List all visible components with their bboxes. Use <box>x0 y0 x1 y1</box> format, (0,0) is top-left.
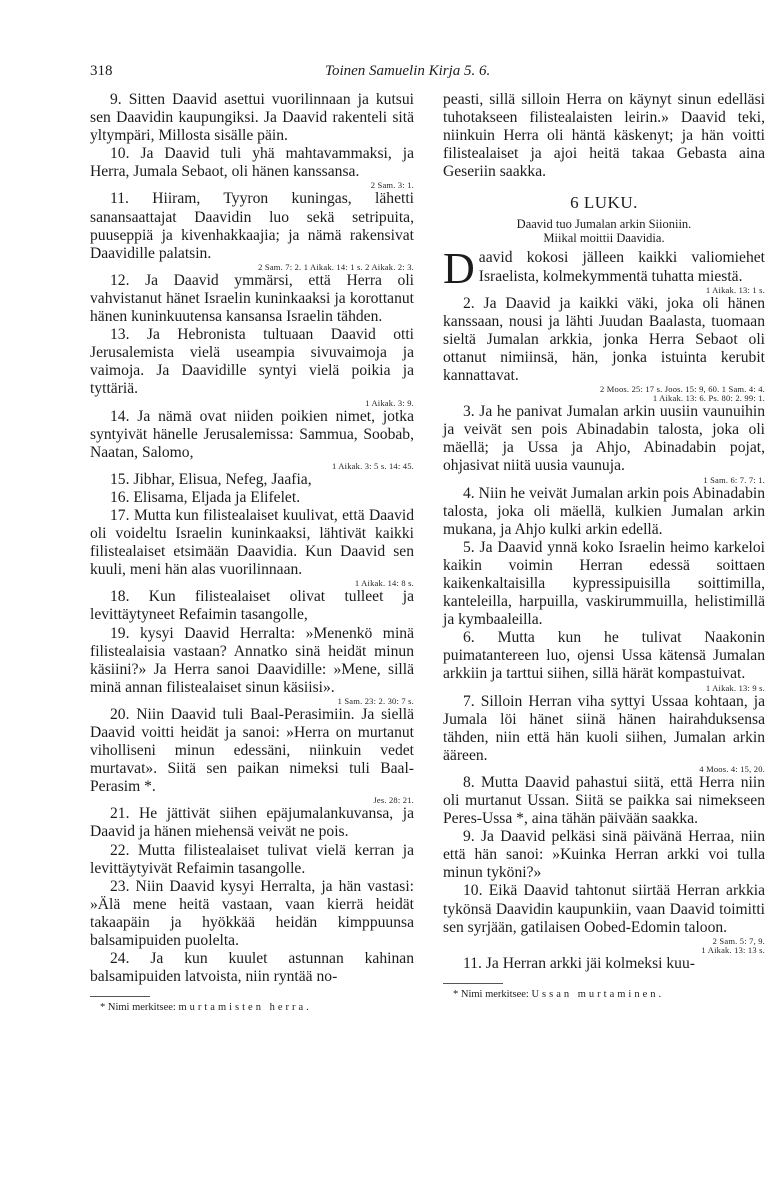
verse-6-8: 8. Mutta Daavid pahastui siitä, että Herra niin oli murtanut Ussan. Siitä se paikka sai nimekseen Peres-Ussa *, aina tähän päivään saakka. <box>443 773 765 828</box>
cross-reference: 2 Sam. 5: 7, 9. <box>712 935 765 946</box>
verse-5-20: 20. Niin Daavid tuli Baal-Perasimiin. Ja siellä Daavid voitti heidät ja sanoi: »Herra on murtanut viholliseni minun edessäni, niinkuin vedet murtavat». Siitä sen paikan nimeksi tuli Baal-Perasim *. <box>90 705 414 796</box>
verse-5-21: 21. He jättivät siihen epäjumalankuvansa, ja Daavid ja hänen miehensä veivät ne pois. <box>90 805 414 841</box>
cross-reference: 1 Aikak. 13: 13 s. <box>701 944 765 955</box>
cross-reference: 1 Aikak. 13: 6. Ps. 80: 2. 99: 1. <box>652 393 765 404</box>
verse-6-11: 11. Ja Herran arkki jäi kolmeksi kuu- <box>463 954 695 972</box>
footnote-term: murtamisten herra. <box>178 1002 312 1014</box>
verse-5-24: 24. Ja kun kuulet astunnan kahinan balsamipuiden latvoista, niin ryntää no- <box>90 950 414 986</box>
cross-reference: 1 Aikak. 3: 5 s. 14: 45. <box>331 460 414 471</box>
verse-5-10: 10. Ja Daavid tuli yhä mahtavammaksi, ja Herra, Jumala Sebaot, oli hänen kanssansa. <box>90 145 414 181</box>
footnote-divider <box>90 996 150 997</box>
footnote-label: * Nimi merkitsee: <box>100 1002 176 1014</box>
cross-reference: Jes. 28: 21. <box>373 795 414 806</box>
cross-reference: 1 Sam. 23: 2. 30: 7 s. <box>337 695 414 706</box>
footnote <box>90 1001 414 1014</box>
verse-6-3: 3. Ja he panivat Jumalan arkin uusiin vaunuihin ja veivät sen pois Abinadabin talosta, joka oli mäellä; ja Ussa ja Ahjo, Abinadabin pojat, ohjasivat niitä uusia vaunuja. <box>443 403 765 475</box>
verse-5-12: 12. Ja Daavid ymmärsi, että Herra oli vahvistanut hänet Israelin kuninkaaksi ja korottanut hänen kuninkuutensa kansansa Israelin tähden. <box>90 271 414 326</box>
verse-5-16: 16. Elisama, Eljada ja Elifelet. <box>110 488 301 506</box>
cross-reference: 2 Sam. 3: 1. <box>370 180 414 191</box>
verse-5-13: 13. Ja Hebronista tultuaan Daavid otti Jerusalemista vielä useampia sivuvaimoja ja vaimoja. Ja Daavidille syntyi vielä poikia ja tyttäriä. <box>90 326 414 398</box>
cross-reference: 1 Sam. 6: 7. 7: 1. <box>703 474 765 485</box>
footnote-term: Ussan murtaminen. <box>531 988 665 1000</box>
cross-reference: 2 Sam. 7: 2. 1 Aikak. 14: 1 s. 2 Aikak. 2: 3. <box>258 261 414 272</box>
cross-reference: 2 Moos. 25: 17 s. Joos. 15: 9, 60. 1 Sam. 4: 4. <box>599 384 765 395</box>
chapter-summary <box>443 217 765 245</box>
chapter-summary-line: Daavid tuo Jumalan arkin Siioniin. <box>516 217 692 232</box>
footnote-label: * Nimi merkitsee: <box>453 988 529 1000</box>
verse-6-6: 6. Mutta kun he tulivat Naakonin puimatantereen luo, ojensi Ussa kätensä Jumalan arkkiin ja tarttui siihen, sillä härät kompastuivat. <box>443 629 765 683</box>
verse-5-24-continued: peasti, sillä silloin Herra on käynyt sinun edelläsi tuhotakseen filistealaisten leirin.» Daavid teki, niinkuin Herra oli häntä käskenyt; ja hän voitti filistealaiset ja ajoi heitä takaa Gebasta aina Geseriin saakka. <box>443 91 765 181</box>
verse-6-4: 4. Niin he veivät Jumalan arkin pois Abinadabin talosta, joka oli mäellä, kulkien Jumalan arkin mukana, ja Ahjo kulki arkin edellä. <box>443 484 765 538</box>
cross-reference: 4 Moos. 4: 15, 20. <box>699 763 765 774</box>
running-title: Toinen Samuelin Kirja 5. 6. <box>325 63 491 79</box>
footnote-divider <box>443 983 503 984</box>
verse-6-7: 7. Silloin Herran viha syttyi Ussaa kohtaan, ja Jumala löi hänet siinä hänen hairahduksensa tähden, niin että hän kuoli siihen, Jumalan arkin ääreen. <box>443 692 765 764</box>
verse-6-5: 5. Ja Daavid ynnä koko Israelin heimo karkeloi kaikin voimin Herran edessä soittaen kaikenkaltaisilla kypressipuisilla soittimilla, kanteleilla, harpuilla, vaskirummuilla, helistimillä ja kymbaaleilla. <box>443 538 765 629</box>
verse-6-9: 9. Ja Daavid pelkäsi sinä päivänä Herraa, niin että hän sanoi: »Kuinka Herran arkki voi tulla minun tyköni?» <box>443 828 765 882</box>
verse-5-17: 17. Mutta kun filistealaiset kuulivat, että Daavid oli voideltu Israelin kuninkaaksi, lähtivät kaikki filistealaiset etsimään Daavidia. Kun Daavid sen kuuli, meni hän alas vuorilinnaan. <box>90 506 414 579</box>
chapter-summary-line: Miikal moittii Daavidia. <box>543 231 665 246</box>
cross-reference: 1 Aikak. 3: 9. <box>365 397 414 408</box>
page-number: 318 <box>90 63 113 79</box>
verse-5-15: 15. Jibhar, Elisua, Nefeg, Jaafia, <box>110 470 312 488</box>
right-column <box>443 91 765 1001</box>
cross-reference: 1 Aikak. 13: 9 s. <box>705 682 765 693</box>
verse-5-11: 11. Hiiram, Tyyron kuningas, lähetti sanansaattajat Daavidin luo sekä setripuita, puuseppiä ja kivenhakkaajia; ja nämä rakensivat Daavidille palatsin. <box>90 190 414 262</box>
drop-cap: D <box>443 244 475 294</box>
verse-6-10: 10. Eikä Daavid tahtonut siirtää Herran arkkia tykönsä Daavidin kaupunkiin, vaan Daavid toimitti sen syrjään, gatilaisen Oobed-Edomin taloon. <box>443 882 765 936</box>
verse-5-22: 22. Mutta filistealaiset tulivat vielä kerran ja levittäytyivät Refaimin tasangolle. <box>90 841 414 877</box>
footnote <box>443 988 765 1001</box>
verse-6-2: 2. Ja Daavid ja kaikki väki, joka oli hänen kanssaan, nousi ja lähti Juudan Baalasta, tuomaan sieltä Jumalan arkkia, jonka Herra Sebaot oli ottanut nimiinsä, hän, jonka istuinta kerubit kannattavat. <box>443 294 765 385</box>
verse-5-9: 9. Sitten Daavid asettui vuorilinnaan ja kutsui sen Daavidin kaupungiksi. Ja Daavid rakenteli sitä yltympäri, Millosta sisälle päin. <box>90 91 414 145</box>
left-column <box>90 91 414 1014</box>
cross-reference: 1 Aikak. 14: 8 s. <box>354 578 414 589</box>
verse-5-18: 18. Kun filistealaiset olivat tulleet ja levittäytyneet Refaimin tasangolle, <box>90 588 414 624</box>
chapter-heading: 6 LUKU. <box>570 193 638 213</box>
verse-5-23: 23. Niin Daavid kysyi Herralta, ja hän vastasi: »Älä mene heitä vastaan, vaan kierrä heidät takaapäin ja hyökkää heidän kimppuunsa balsamipuiden puolelta. <box>90 877 414 950</box>
verse-6-1-text: aavid kokosi jälleen kaikki valiomiehet Israelista, kolmekymmentä tuhatta miestä. <box>478 249 765 285</box>
verse-5-19: 19. kysyi Daavid Herralta: »Menenkö minä filistealaisia vastaan? Annatko sinä heidät minun käsiini?» Ja Herra sanoi Daavidille: »Mene, sillä minä annan filistealaiset sinun käsiisi». <box>90 624 414 696</box>
verse-5-14: 14. Ja nämä ovat niiden poikien nimet, jotka syntyivät hänelle Jerusalemissa: Sammua, Soobab, Naatan, Salomo, <box>90 407 414 461</box>
cross-reference: 1 Aikak. 13: 1 s. <box>705 284 765 295</box>
